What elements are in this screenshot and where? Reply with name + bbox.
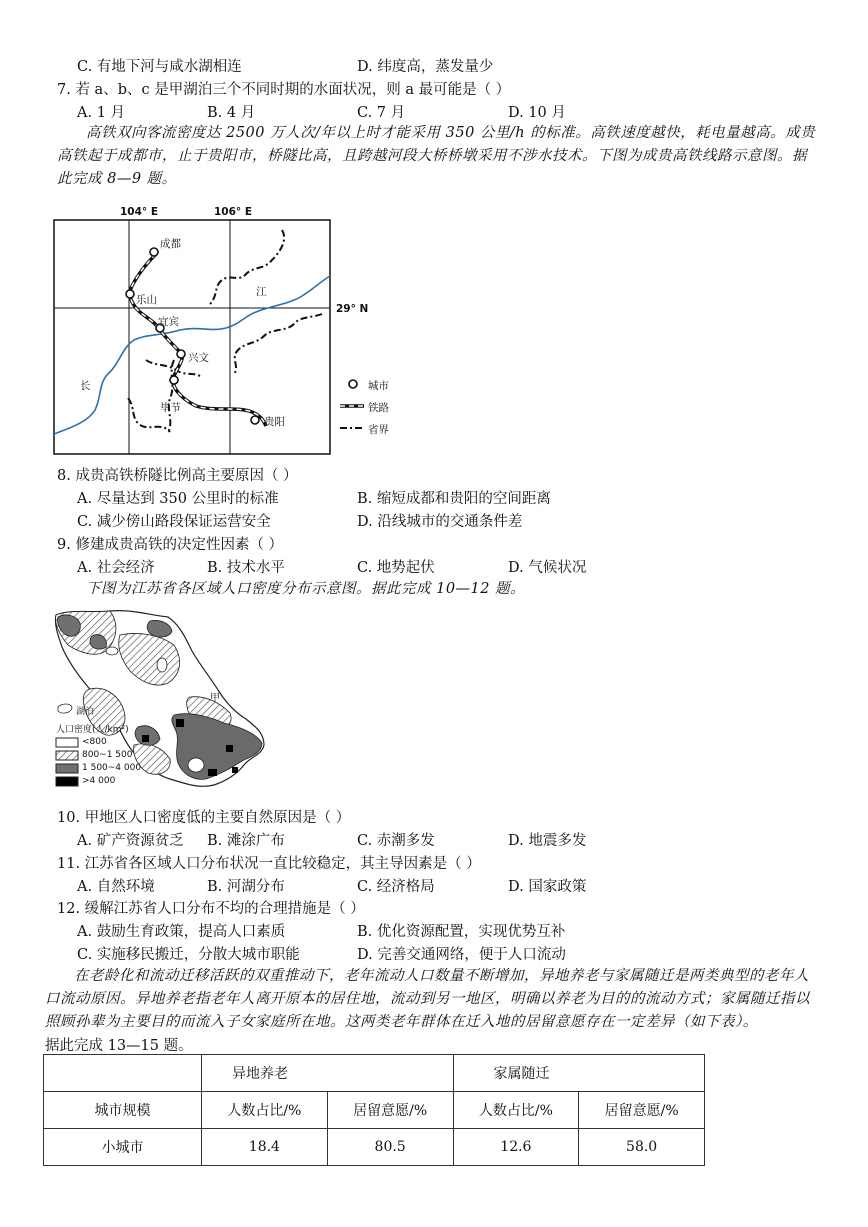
label-xingwen: 兴文 <box>188 352 209 364</box>
legend-800-1500-swatch <box>56 751 78 760</box>
label-yibin: 宜宾 <box>158 316 179 328</box>
passage-elderly-migration: 在老龄化和流动迁移活跃的双重推动下，老年流动人口数量不断增加，异地养老与家属随迁是两类典型的老年人口流动原因。异地养老指老年人离开原本的居住地，流动到另一地区，明确以养老为目的的流动方式；家属随迁指以照顾孙辈为主要目的而流入子女家庭所在地。这两类老年群体在迁入地的居留意愿存在一定差异（如下表）。 <box>45 968 810 1030</box>
table-col-city-size: 城市规模 <box>44 1092 202 1129</box>
q12-option-a: A. 鼓励生育政策，提高人口素质 <box>77 924 286 940</box>
legend-lake-label: 湖泊 <box>76 707 95 717</box>
passage-high-speed-rail: 高铁双向客流密度达 2500 万人次/年以上时才能采用 350 公里/h 的标准。高铁速度越快，耗电量越高。成贵高铁起于成都市，止于贵阳市，桥隧比高，且跨越河段大桥桥墩采用不涉水技术。下图为成贵高铁线路示意图。据此完成 8—9 题。 <box>57 125 816 187</box>
latitude-29: 29° N <box>336 303 369 315</box>
q12-stem: 12. 缓解江苏省人口分布不均的合理措施是（ ） <box>57 901 365 917</box>
city-guiyang-marker <box>251 416 259 424</box>
table-group-yidi: 异地养老 <box>202 1055 454 1092</box>
label-river-jiang: 江 <box>256 286 267 298</box>
legend-city-label: 城市 <box>368 380 389 392</box>
q6-option-d: D. 纬度高，蒸发量少 <box>357 59 494 75</box>
q10-option-b: B. 滩涂广布 <box>207 833 285 849</box>
elderly-migration-table <box>43 1054 705 1166</box>
table-cell-v3: 12.6 <box>453 1129 579 1166</box>
jiangsu-density-map <box>50 605 280 800</box>
q10-option-d: D. 地震多发 <box>508 833 587 849</box>
city-bijie-marker <box>170 376 178 384</box>
legend-item-1: <800 <box>82 737 107 747</box>
table-group-suiqian: 家属随迁 <box>453 1055 705 1092</box>
q11-option-c: C. 经济格局 <box>357 879 435 895</box>
label-chengdu: 成都 <box>160 238 181 250</box>
passage-jiangsu-population: 下图为江苏省各区域人口密度分布示意图。据此完成 10—12 题。 <box>86 581 526 597</box>
table-header-row-1 <box>44 1055 705 1092</box>
table-col-willing-1: 居留意愿/% <box>327 1092 453 1129</box>
q9-option-a: A. 社会经济 <box>77 560 155 576</box>
label-bijie: 毕节 <box>160 402 181 414</box>
table-header-row-2 <box>44 1092 705 1129</box>
q12-option-d: D. 完善交通网络，便于人口流动 <box>357 947 566 963</box>
q6-option-c: C. 有地下河与咸水湖相连 <box>77 59 242 75</box>
legend-title: 人口密度(人/km²) <box>56 725 129 735</box>
label-guiyang: 贵阳 <box>264 416 285 428</box>
label-leshan: 乐山 <box>136 294 157 306</box>
q7-option-d: D. 10 月 <box>508 105 566 121</box>
q11-option-b: B. 河湖分布 <box>207 879 285 895</box>
q8-option-d: D. 沿线城市的交通条件差 <box>357 514 523 530</box>
q7-stem: 7. 若 a、b、c 是甲湖泊三个不同时期的水面状况，则 a 最可能是（ ） <box>57 82 511 98</box>
q8-stem: 8. 成贵高铁桥隧比例高主要原因（ ） <box>57 468 298 484</box>
q11-option-a: A. 自然环境 <box>77 879 155 895</box>
table-cell-size: 小城市 <box>44 1129 202 1166</box>
table-cell-v4: 58.0 <box>579 1129 705 1166</box>
table-col-share-2: 人数占比/% <box>453 1092 579 1129</box>
table-corner-cell <box>44 1055 202 1092</box>
city-leshan-marker <box>126 290 134 298</box>
q7-option-b: B. 4 月 <box>207 105 256 121</box>
longitude-104: 104° E <box>120 206 158 218</box>
legend-item-2: 800~1 500 <box>82 750 133 760</box>
railway-map-svg <box>50 200 380 462</box>
legend-item-4: >4 000 <box>82 776 116 786</box>
legend-lake-icon <box>58 704 72 713</box>
q12-option-b: B. 优化资源配置，实现优势互补 <box>357 924 566 940</box>
q9-stem: 9. 修建成贵高铁的决定性因素（ ） <box>57 537 284 553</box>
city-chengdu-marker <box>150 248 158 256</box>
legend-railway-label: 铁路 <box>368 402 389 414</box>
legend-1500-4000-swatch <box>56 764 78 773</box>
legend-city-icon <box>349 380 357 388</box>
q8-option-b: B. 缩短成都和贵阳的空间距离 <box>357 491 551 507</box>
q7-option-c: C. 7 月 <box>357 105 406 121</box>
q10-option-a: A. 矿产资源贫乏 <box>77 833 184 849</box>
q7-option-a: A. 1 月 <box>77 105 126 121</box>
q8-option-c: C. 减少傍山路段保证运营安全 <box>77 514 271 530</box>
table-col-willing-2: 居留意愿/% <box>579 1092 705 1129</box>
q9-option-b: B. 技术水平 <box>207 560 285 576</box>
q9-option-d: D. 气候状况 <box>508 560 587 576</box>
table-cell-v2: 80.5 <box>327 1129 453 1166</box>
q8-option-a: A. 尽量达到 350 公里时的标准 <box>77 491 279 507</box>
legend-gt4000-swatch <box>56 777 78 786</box>
label-jia-region: 甲 <box>210 693 220 704</box>
legend-item-3: 1 500~4 000 <box>82 763 142 773</box>
legend-lt800-swatch <box>56 738 78 747</box>
table-cell-v1: 18.4 <box>202 1129 328 1166</box>
q9-option-c: C. 地势起伏 <box>357 560 435 576</box>
table-col-share-1: 人数占比/% <box>202 1092 328 1129</box>
q11-option-d: D. 国家政策 <box>508 879 587 895</box>
label-river-chang: 长 <box>80 380 91 392</box>
q10-option-c: C. 赤潮多发 <box>357 833 435 849</box>
city-xingwen-marker <box>177 350 185 358</box>
passage-elderly-tail: 据此完成 13—15 题。 <box>45 1038 193 1054</box>
q11-stem: 11. 江苏省各区域人口分布状况一直比较稳定，其主导因素是（ ） <box>57 856 481 872</box>
q12-option-c: C. 实施移民搬迁，分散大城市职能 <box>77 947 300 963</box>
legend-border-label: 省界 <box>368 424 389 436</box>
longitude-106: 106° E <box>214 206 252 218</box>
chenggui-railway-map <box>50 200 389 462</box>
table-row <box>44 1129 705 1166</box>
q10-stem: 10. 甲地区人口密度低的主要自然原因是（ ） <box>57 810 351 826</box>
